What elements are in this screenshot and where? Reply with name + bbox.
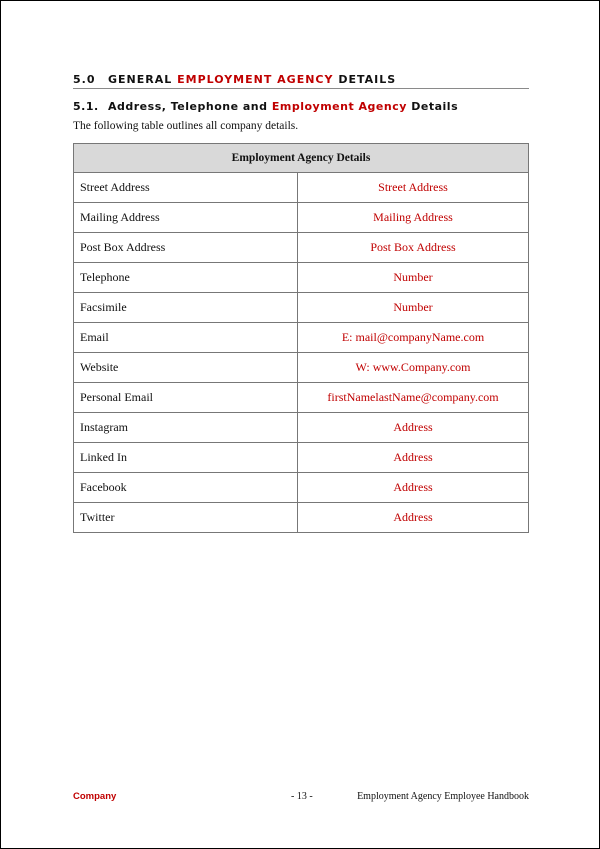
section-title-highlight: EMPLOYMENT AGENCY [177,73,334,86]
row-label: Post Box Address [74,233,298,263]
table-row [74,503,529,533]
row-value: Number [298,293,529,323]
table-row [74,203,529,233]
row-label: Street Address [74,173,298,203]
section-number: 5.0 [73,73,96,86]
table-row [74,173,529,203]
subsection-title-prefix: Address, Telephone and [108,100,268,113]
footer-document-title: Employment Agency Employee Handbook [357,791,529,802]
subsection-title-highlight: Employment Agency [271,100,407,113]
table-body [74,173,529,533]
footer-page-number: - 13 - [291,791,313,802]
section-heading [73,73,529,89]
table-row [74,413,529,443]
row-value: Address [298,443,529,473]
row-value: Street Address [298,173,529,203]
row-label: Facebook [74,473,298,503]
row-value: E: mail@companyName.com [298,323,529,353]
row-value: Post Box Address [298,233,529,263]
table-header-row [74,144,529,173]
row-value: Address [298,503,529,533]
section-title-prefix: GENERAL [108,73,173,86]
table-row [74,353,529,383]
table-row [74,383,529,413]
row-value: W: www.Company.com [298,353,529,383]
row-label: Telephone [74,263,298,293]
table-header: Employment Agency Details [74,144,529,173]
agency-details-table [73,143,529,533]
row-label: Email [74,323,298,353]
table-row [74,233,529,263]
subsection-heading [73,100,458,113]
table-row [74,263,529,293]
row-value: Address [298,473,529,503]
row-value: Number [298,263,529,293]
row-label: Instagram [74,413,298,443]
row-value: firstNamelastName@company.com [298,383,529,413]
row-label: Facsimile [74,293,298,323]
table-row [74,443,529,473]
subsection-number: 5.1. [73,100,99,113]
subsection-title-suffix: Details [411,100,459,113]
row-label: Mailing Address [74,203,298,233]
footer-company: Company [73,791,117,802]
row-label: Website [74,353,298,383]
intro-paragraph: The following table outlines all company details. [73,120,299,132]
row-label: Twitter [74,503,298,533]
table-row [74,473,529,503]
table-row [74,323,529,353]
section-title-suffix: DETAILS [338,73,397,86]
row-value: Mailing Address [298,203,529,233]
row-label: Linked In [74,443,298,473]
row-value: Address [298,413,529,443]
row-label: Personal Email [74,383,298,413]
table-row [74,293,529,323]
